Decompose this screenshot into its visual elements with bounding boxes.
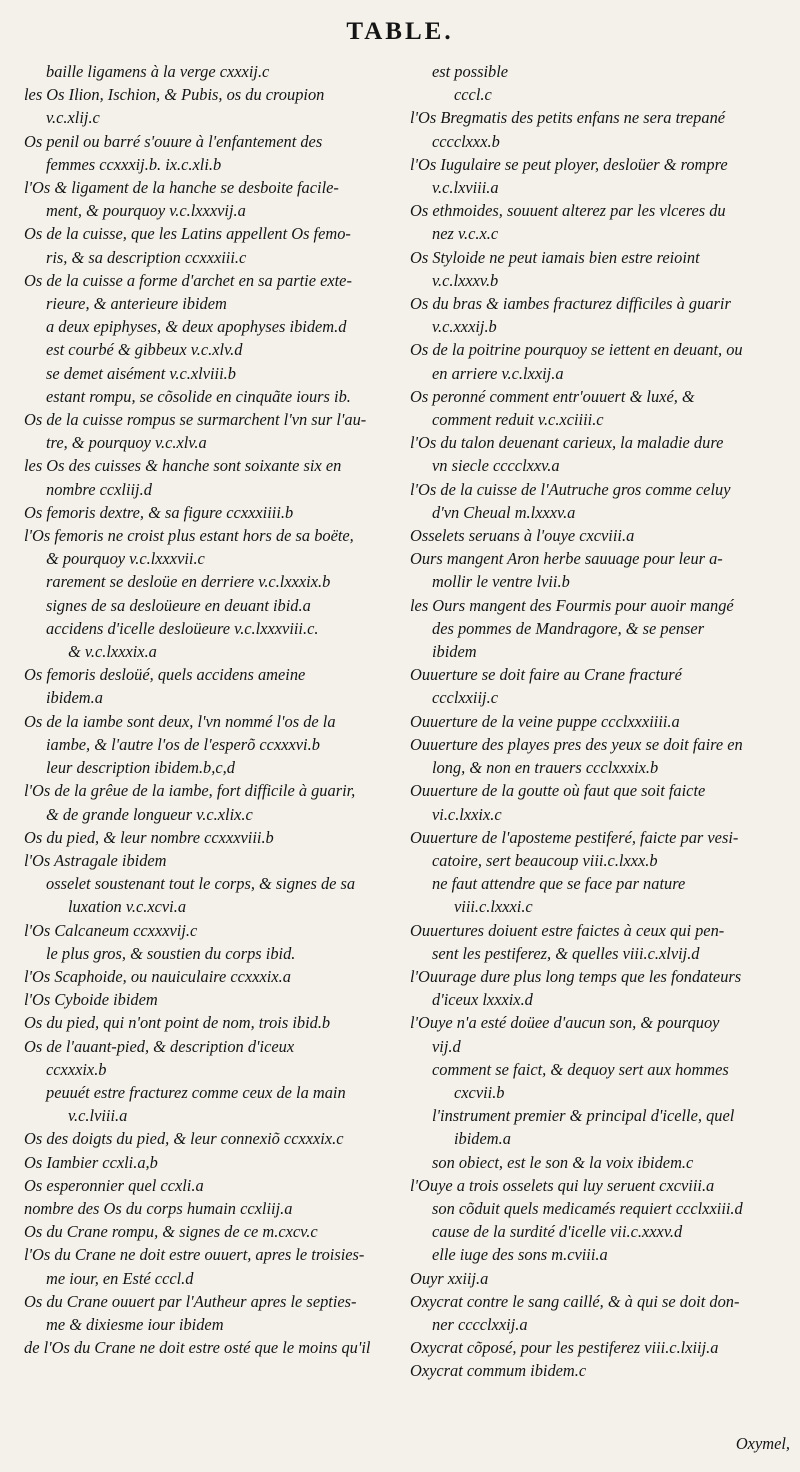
index-entry <box>410 733 780 779</box>
index-line: tre, & pourquoy v.c.xlv.a <box>46 433 207 453</box>
index-line: l'Os du Crane ne doit estre ouuert, apres le troisies- <box>24 1245 365 1265</box>
index-entry <box>410 1011 780 1057</box>
index-line: Os peronné comment entr'ouuert & luxé, & <box>410 386 695 406</box>
index-entry <box>410 663 780 709</box>
index-line: l'Os Calcaneum ccxxxvij.c <box>24 920 198 940</box>
index-line: ne faut attendre que se face par nature <box>432 874 686 894</box>
index-line: son cõduit quels medicamés requiert ccclxxiii.d <box>432 1198 743 1218</box>
index-line: catoire, sert beaucoup viii.c.lxxx.b <box>432 850 658 870</box>
index-line: l'Os femoris ne croist plus estant hors de sa boëte, <box>24 526 354 546</box>
index-line: v.c.lxxxv.b <box>432 270 499 290</box>
index-line: vn siecle cccclxxv.a <box>432 456 560 476</box>
index-line: les Os des cuisses & hanche sont soixante six en <box>24 456 342 476</box>
index-line: signes de sa desloüeure en deuant ibid.a <box>46 595 311 615</box>
index-line: Os de la cuisse rompus se surmarchent l'vn sur l'au- <box>24 410 367 430</box>
index-entry <box>24 1197 394 1220</box>
index-line: cxcvii.b <box>454 1082 505 1102</box>
index-entry <box>24 1035 394 1081</box>
index-entry <box>24 269 394 315</box>
index-line: cccclxxx.b <box>432 131 500 151</box>
index-line: d'iceux lxxxix.d <box>432 990 533 1010</box>
index-entry <box>410 106 780 152</box>
index-line: rieure, & anterieure ibidem <box>46 294 227 314</box>
index-line: long, & non en trauers ccclxxxix.b <box>432 758 659 778</box>
index-entry <box>24 362 394 385</box>
index-entry <box>24 130 394 176</box>
index-line: Os penil ou barré s'ouure à l'enfantement des <box>24 131 323 151</box>
index-line: vi.c.lxxix.c <box>432 804 502 824</box>
index-line: vij.d <box>432 1036 461 1056</box>
index-line: ment, & pourquoy v.c.lxxxvij.a <box>46 201 246 221</box>
index-entry <box>410 1290 780 1336</box>
index-entry <box>410 478 780 524</box>
index-line: Oxycrat commum ibidem.c <box>410 1361 587 1381</box>
index-line: ibidem.a <box>454 1129 511 1149</box>
index-line: Os des doigts du pied, & leur connexiõ ccxxxix.c <box>24 1129 344 1149</box>
index-entry <box>24 501 394 524</box>
index-line: sent les pestiferez, & quelles viii.c.xlvij.d <box>432 943 700 963</box>
index-line: Os du pied, qui n'ont point de nom, trois ibid.b <box>24 1013 331 1033</box>
index-line: Os Iambier ccxli.a,b <box>24 1152 158 1172</box>
index-line: Os de la iambe sont deux, l'vn nommé l'os de la <box>24 711 336 731</box>
index-line: Ouuerture de la veine puppe ccclxxxiiii.a <box>410 711 680 731</box>
catchword: Oxymel, <box>735 1434 790 1453</box>
index-entry <box>410 826 780 872</box>
index-entry <box>410 1220 780 1243</box>
index-line: cccl.c <box>454 85 492 105</box>
index-entry <box>410 1174 780 1197</box>
index-line: Os ethmoides, souuent alterez par les vlceres du <box>410 201 726 221</box>
index-entry <box>24 779 394 825</box>
index-entry <box>24 1151 394 1174</box>
index-entry <box>24 617 394 663</box>
index-line: & de grande longueur v.c.xlix.c <box>46 804 253 824</box>
index-line: comment reduit v.c.xciiii.c <box>432 410 604 430</box>
index-line: ccxxxix.b <box>46 1059 107 1079</box>
index-line: femmes ccxxxij.b. ix.c.xli.b <box>46 154 222 174</box>
index-entry <box>24 570 394 593</box>
index-entry <box>24 315 394 338</box>
index-line: l'Ouye a trois osselets qui luy seruent cxcviii.a <box>410 1175 715 1195</box>
index-line: l'Os & ligament de la hanche se desboite facile- <box>24 178 339 198</box>
index-line: v.c.lxviii.a <box>432 178 499 198</box>
index-line: l'Os Iugulaire se peut ployer, desloüer & rompre <box>410 154 728 174</box>
index-line: me & dixiesme iour ibidem <box>46 1314 224 1334</box>
index-line: viii.c.lxxxi.c <box>454 897 533 917</box>
index-line: luxation v.c.xcvi.a <box>68 897 187 917</box>
index-entry <box>410 1151 780 1174</box>
index-line: comment se faict, & dequoy sert aux hommes <box>432 1059 729 1079</box>
index-entry <box>410 385 780 431</box>
index-line: elle iuge des sons m.cviii.a <box>432 1245 608 1265</box>
index-entry <box>24 1174 394 1197</box>
index-line: l'Ouye n'a esté doüee d'aucun son, & pourquoy <box>410 1013 720 1033</box>
index-entry <box>24 663 394 709</box>
index-line: l'Os du talon deuenant carieux, la maladie dure <box>410 433 724 453</box>
index-line: des pommes de Mandragore, & se penser <box>432 618 705 638</box>
index-entry <box>410 872 780 918</box>
index-entry <box>24 1127 394 1150</box>
index-line: l'Os Bregmatis des petits enfans ne sera trepané <box>410 108 726 128</box>
index-entry <box>410 1336 780 1359</box>
index-entry <box>410 1058 780 1104</box>
index-line: se demet aisément v.c.xlviii.b <box>46 363 236 383</box>
index-entry <box>410 547 780 593</box>
index-entry <box>24 524 394 570</box>
index-entry <box>410 779 780 825</box>
index-line: les Os Ilion, Ischion, & Pubis, os du croupion <box>24 85 325 105</box>
index-entry <box>410 1104 780 1150</box>
index-line: Osselets seruans à l'ouye cxcviii.a <box>410 526 635 546</box>
index-entry <box>410 246 780 292</box>
index-entry <box>24 594 394 617</box>
index-line: v.c.xlij.c <box>46 108 100 128</box>
index-line: Ouuerture de la goutte où faut que soit faicte <box>410 781 706 801</box>
index-line: & v.c.lxxxix.a <box>68 642 157 662</box>
index-line: l'Ouurage dure plus long temps que les fondateurs <box>410 966 742 986</box>
index-line: nombre des Os du corps humain ccxliij.a <box>24 1198 293 1218</box>
index-entry <box>24 756 394 779</box>
index-line: Os du bras & iambes fracturez difficiles à guarir <box>410 294 731 314</box>
index-line: a deux epiphyses, & deux apophyses ibidem.d <box>46 317 347 337</box>
index-line: ibidem <box>432 642 477 662</box>
index-entry <box>24 849 394 872</box>
index-line: Os femoris dextre, & sa figure ccxxxiiii.b <box>24 502 294 522</box>
index-entry <box>24 454 394 500</box>
index-line: Os du Crane ouuert par l'Autheur apres le septies- <box>24 1291 357 1311</box>
index-line: l'Os Scaphoide, ou nauiculaire ccxxxix.a <box>24 966 291 986</box>
index-entry <box>410 1197 780 1220</box>
index-entry <box>410 710 780 733</box>
index-line: Os du pied, & leur nombre ccxxxviii.b <box>24 827 274 847</box>
index-line: est possible <box>432 62 509 81</box>
index-line: l'Os Astragale ibidem <box>24 850 167 870</box>
index-line: Oxycrat cõposé, pour les pestiferez viii.c.lxiij.a <box>410 1338 719 1358</box>
index-line: ris, & sa description ccxxxiii.c <box>46 247 247 267</box>
index-entry <box>410 1243 780 1266</box>
index-line: Oxycrat contre le sang caillé, & à qui se doit don- <box>410 1291 740 1311</box>
index-line: cause de la surdité d'icelle vii.c.xxxv.d <box>432 1222 683 1242</box>
index-entry <box>24 1290 394 1336</box>
index-entry <box>24 872 394 918</box>
index-entry <box>410 292 780 338</box>
index-entry <box>24 1336 394 1359</box>
index-line: estant rompu, se cõsolide en cinquãte iours ib. <box>46 386 351 406</box>
index-entry <box>410 199 780 245</box>
index-line: l'Os de la cuisse de l'Autruche gros comme celuy <box>410 479 731 499</box>
index-entry <box>410 524 780 547</box>
index-entry <box>410 1359 780 1382</box>
index-column-right <box>410 60 780 1383</box>
index-line: Ouuertures doiuent estre faictes à ceux qui pen- <box>410 920 725 940</box>
index-line: Ouuerture de l'aposteme pestiferé, faicte par vesi- <box>410 827 739 847</box>
index-line: Ouuerture des playes pres des yeux se doit faire en <box>410 734 743 754</box>
index-line: l'Os de la grêue de la iambe, fort difficile à guarir, <box>24 781 356 801</box>
index-line: le plus gros, & soustien du corps ibid. <box>46 943 296 963</box>
index-line: Os femoris desloüé, quels accidens ameine <box>24 665 306 685</box>
index-entry <box>24 710 394 756</box>
index-line: v.c.xxxij.b <box>432 317 497 337</box>
index-entry <box>24 919 394 942</box>
index-line: leur description ibidem.b,c,d <box>46 758 235 778</box>
index-entry <box>410 919 780 965</box>
index-line: Os Styloide ne peut iamais bien estre reioint <box>410 247 700 267</box>
index-line: ibidem.a <box>46 688 103 708</box>
index-entry <box>410 1267 780 1290</box>
index-line: l'instrument premier & principal d'icelle, quel <box>432 1106 735 1126</box>
index-column-left <box>24 60 394 1359</box>
index-entry <box>410 965 780 1011</box>
index-line: d'vn Cheual m.lxxxv.a <box>432 502 576 522</box>
index-entry <box>24 988 394 1011</box>
index-line: Ouuerture se doit faire au Crane fracturé <box>410 665 682 685</box>
index-entry <box>24 826 394 849</box>
index-line: en arriere v.c.lxxij.a <box>432 363 564 383</box>
index-entry <box>24 1243 394 1289</box>
index-line: Os de la cuisse a forme d'archet en sa partie exte- <box>24 270 352 290</box>
index-entry <box>410 60 780 106</box>
index-entry <box>24 176 394 222</box>
index-line: l'Os Cyboide ibidem <box>24 990 158 1010</box>
index-line: Os de la cuisse, que les Latins appellent Os femo- <box>24 224 351 244</box>
index-line: rarement se desloüe en derriere v.c.lxxxix.b <box>46 572 331 592</box>
index-entry <box>24 408 394 454</box>
index-line: Os de l'auant-pied, & description d'iceux <box>24 1036 295 1056</box>
index-line: ccclxxiij.c <box>432 688 498 708</box>
index-line: Os du Crane rompu, & signes de ce m.cxcv.c <box>24 1222 318 1242</box>
index-entry <box>24 222 394 268</box>
index-line: nez v.c.x.c <box>432 224 499 244</box>
index-entry <box>410 338 780 384</box>
index-entry <box>24 338 394 361</box>
index-entry <box>410 431 780 477</box>
page-header: TABLE. <box>346 18 454 45</box>
index-entry <box>410 153 780 199</box>
index-line: nombre ccxliij.d <box>46 479 152 499</box>
index-entry <box>24 942 394 965</box>
index-entry <box>24 83 394 129</box>
index-entry <box>24 965 394 988</box>
index-entry <box>410 594 780 664</box>
index-line: me iour, en Esté cccl.d <box>46 1268 194 1288</box>
index-line: son obiect, est le son & la voix ibidem.c <box>432 1152 694 1172</box>
index-line: peuuét estre fracturez comme ceux de la main <box>46 1082 346 1102</box>
index-line: est courbé & gibbeux v.c.xlv.d <box>46 340 243 360</box>
index-line: osselet soustenant tout le corps, & signes de sa <box>46 874 356 894</box>
index-line: Ouyr xxiij.a <box>410 1268 489 1288</box>
index-entry <box>24 60 394 83</box>
index-line: & pourquoy v.c.lxxxvii.c <box>46 549 205 569</box>
index-line: mollir le ventre lvii.b <box>432 572 570 592</box>
index-line: Os esperonnier quel ccxli.a <box>24 1175 204 1195</box>
index-line: Os de la poitrine pourquoy se iettent en deuant, ou <box>410 340 743 360</box>
index-line: iambe, & l'autre l'os de l'esperõ ccxxxvi.b <box>46 734 320 754</box>
index-line: accidens d'icelle desloüeure v.c.lxxxviii.c. <box>46 618 319 638</box>
index-entry <box>24 1011 394 1034</box>
index-line: v.c.lviii.a <box>68 1106 128 1126</box>
index-line: Ours mangent Aron herbe sauuage pour leur a- <box>410 549 723 569</box>
index-line: baille ligamens à la verge cxxxij.c <box>46 62 270 81</box>
index-line: ner cccclxxij.a <box>432 1314 528 1334</box>
index-entry <box>24 1220 394 1243</box>
index-entry <box>24 385 394 408</box>
index-line: les Ours mangent des Fourmis pour auoir mangé <box>410 595 734 615</box>
index-entry <box>24 1081 394 1127</box>
index-line: de l'Os du Crane ne doit estre osté que le moins qu'il <box>24 1338 371 1358</box>
